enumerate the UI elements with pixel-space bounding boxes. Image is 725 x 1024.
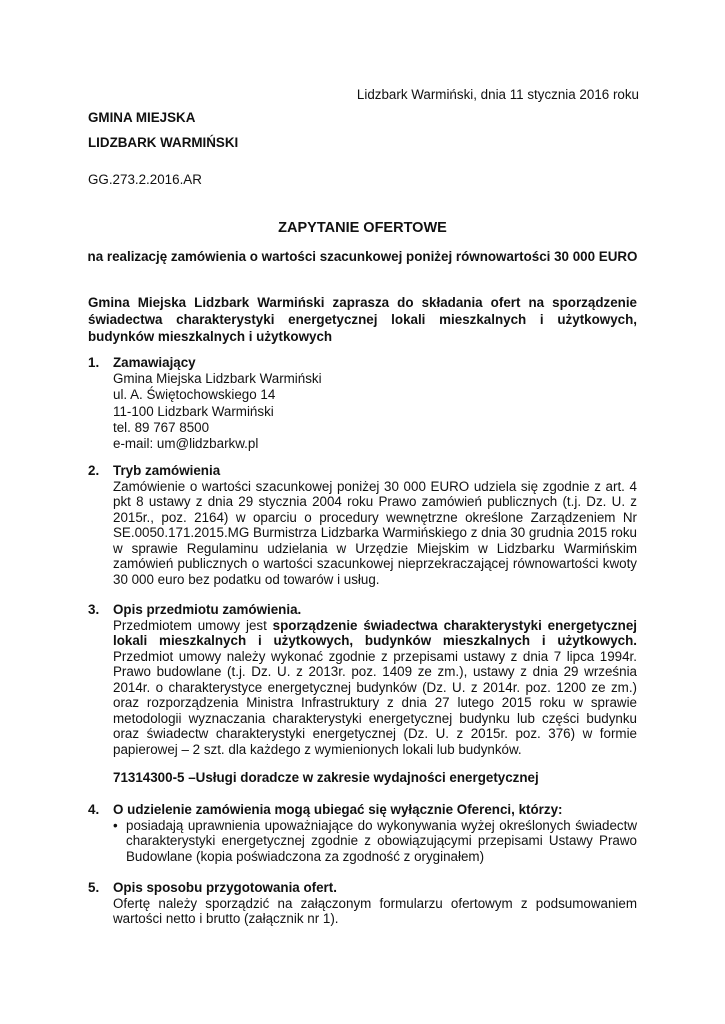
section-text: Zamówienie o wartości szacunkowej poniżej 30 000 EURO udziela się zgodnie z art. 4 pkt 8 ustawy z dnia 29 stycznia 2004 roku Prawo zamówień publicznych (t.j. Dz. U. z 2015r., poz. 2164) w oparciu o procedury wewnętrzne określone Zarządzeniem Nr SE.0050.171.2015.MG Burmistrza Lidzbarka Warmińskiego z dnia 30 grudnia 2015 roku w sprawie Regulaminu udzielania w Urzędzie Miejskim w Lidzbarku Warmińskim zamówień publicznych o wartości szacunkowej nieprzekraczającej równowartości kwoty 30 000 euro bez podatku od towarów i usług. bbox=[113, 478, 637, 587]
section-heading: Zamawiający bbox=[113, 355, 196, 370]
intro-paragraph: Gmina Miejska Lidzbark Warmiński zaprasza do składania ofert na sporządzenie świadectwa charakterystyki energetycznej lokali mieszkalnych i użytkowych, budynków mieszkalnych i użytkowych bbox=[88, 295, 637, 344]
section-number: 2. bbox=[88, 463, 100, 478]
section-text bbox=[113, 618, 637, 758]
document-title: ZAPYTANIE OFERTOWE bbox=[278, 220, 447, 236]
address-line: ul. A. Świętochowskiego 14 bbox=[113, 387, 276, 403]
list-item-text: posiadają uprawnienia upoważniające do wykonywania wyżej określonych świadectw charakterystyki energetycznej zgodnie z obowiązującymi przepisami Ustawy Prawo Budowlane (kopia poświadczona za zgodność z oryginałem) bbox=[126, 817, 637, 864]
document-subtitle: na realizację zamówienia o wartości szacunkowej poniżej równowartości 30 000 EURO bbox=[87, 249, 638, 264]
section-number: 1. bbox=[88, 355, 100, 370]
section-heading: O udzielenie zamówienia mogą ubiegać się wyłącznie Oferenci, którzy: bbox=[113, 802, 563, 817]
date-line: Lidzbark Warmiński, dnia 11 stycznia 2016 roku bbox=[356, 87, 639, 102]
section-heading: Opis sposobu przygotowania ofert. bbox=[113, 880, 337, 895]
section-text: Ofertę należy sporządzić na załączonym formularzu ofertowym z podsumowaniem wartości netto i brutto (załącznik nr 1). bbox=[113, 895, 637, 926]
phone-line: tel. 89 767 8500 bbox=[113, 419, 210, 435]
list-item bbox=[113, 818, 637, 865]
email-line: e-mail: um@lidzbarkw.pl bbox=[113, 436, 259, 452]
section-number: 4. bbox=[88, 802, 100, 817]
text-lead: Przedmiotem umowy jest bbox=[113, 617, 267, 633]
reference-number: GG.273.2.2016.AR bbox=[88, 172, 202, 187]
cpv-code-line: 71314300-5 –Usługi doradcze w zakresie wydajności energetycznej bbox=[113, 770, 539, 785]
bullet-icon: • bbox=[113, 817, 118, 833]
org-name-line2: LIDZBARK WARMIŃSKI bbox=[88, 135, 239, 150]
text-emphasis: sporządzenie świadectwa charakterystyki energetycznej lokali mieszkalnych i użytkowych, budynków mieszkalnych i użytkowych. bbox=[113, 617, 637, 648]
section-heading: Opis przedmiotu zamówienia. bbox=[113, 602, 302, 617]
org-name-line1: GMINA MIEJSKA bbox=[88, 110, 196, 125]
section-heading: Tryb zamówienia bbox=[113, 463, 221, 478]
section-number: 3. bbox=[88, 602, 100, 617]
section-number: 5. bbox=[88, 880, 100, 895]
address-line: 11-100 Lidzbark Warmiński bbox=[113, 403, 274, 419]
address-line: Gmina Miejska Lidzbark Warmiński bbox=[113, 371, 322, 387]
text-rest: Przedmiot umowy należy wykonać zgodnie z przepisami ustawy z dnia 7 lipca 1994r. Prawo budowlane (t.j. Dz. U. z 2013r. poz. 1409 ze zm.), ustawy z dnia 29 września 2014r. o charakterystyce energetycznej budynków (Dz. U. z 2014r. poz. 1200 ze zm.) oraz rozporządzenia Ministra Infrastruktury z dnia 27 lutego 2015 roku w sprawie metodologii wyznaczania charakterystyki energetycznej budynku lub części budynku oraz świadectw charakterystyki energetycznej (Dz. U. z 2015r. poz. 376) w formie papierowej – 2 szt. dla każdego z wymienionych lokali lub budynków. bbox=[113, 648, 637, 757]
